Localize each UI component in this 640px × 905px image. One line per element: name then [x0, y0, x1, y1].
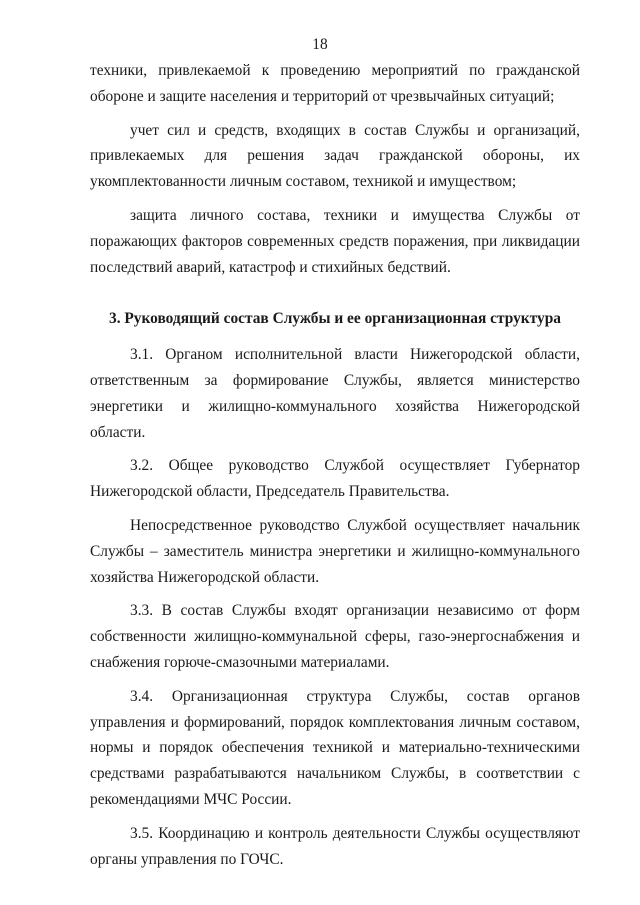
paragraph-direct-management: Непосредственное руководство Службой осуществляет начальник Службы – заместитель министра энергетики и жилищно-коммунального хозяйства Нижегородской области.	[90, 516, 580, 586]
paragraph-3-1: 3.1. Органом исполнительной власти Нижегородской области, ответственным за формирование Службы, является министерство энергетики и жилищно-коммунального хозяйства Нижегородской области.	[90, 346, 580, 441]
paragraph-3-3: 3.3. В состав Службы входят организации независимо от форм собственности жилищно-коммунальной сферы, газо-энергоснабжения и снабжения горюче-смазочными материалами.	[90, 602, 580, 671]
paragraph-3-4: 3.4. Организационная структура Службы, состав органов управления и формирований, порядок комплектования личным составом, нормы и порядок обеспечения техникой и материально-техническими средствами разрабатываются начальником Службы, в соответствии с рекомендациями МЧС России.	[90, 687, 580, 808]
paragraph-continuation: техники, привлекаемой к проведению мероприятий по гражданской обороне и защите населения и территорий от чрезвычайных ситуаций;	[90, 62, 580, 105]
paragraph-3-2: 3.2. Общее руководство Службой осуществляет Губернатор Нижегородской области, Председатель Правительства.	[90, 457, 580, 501]
page-number: 18	[312, 36, 328, 53]
paragraph-protection: защита личного состава, техники и имущества Службы от поражающих факторов современных средств поражения, при ликвидации последствий аварий, катастроф и стихийных бедствий.	[90, 206, 580, 276]
paragraph-accounting: учет сил и средств, входящих в состав Службы и организаций, привлекаемых для решения задач гражданской обороны, их укомплектованности личным составом, техникой и имуществом;	[90, 121, 580, 191]
section-heading: 3. Руководящий состав Службы и ее организационная структура	[109, 310, 561, 328]
paragraph-3-5: 3.5. Координацию и контроль деятельности Службы осуществляют органы управления по ГОЧС.	[90, 824, 580, 868]
page-content	[90, 58, 580, 872]
